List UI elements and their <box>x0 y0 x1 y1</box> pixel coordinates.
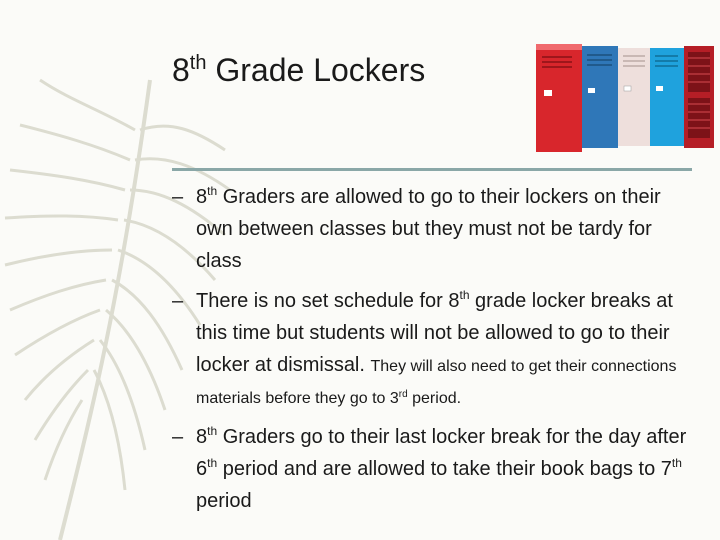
bullet-item: – There is no set schedule for 8th grade locker breaks at this time but students will not be allowed to go to their locker at dismissal. They will also need to get their connections materials before they go to 3rd period. <box>172 285 692 413</box>
locker-blue <box>582 46 618 148</box>
bullet-dash: – <box>172 290 184 312</box>
bullet-list <box>172 181 692 525</box>
slide-title: 8th Grade Lockers <box>172 52 426 88</box>
title-divider <box>172 168 692 171</box>
locker-pink <box>618 48 650 146</box>
locker-red <box>536 44 582 152</box>
bullet-dash: – <box>172 186 184 208</box>
bullet-item: – 8th Graders go to their last locker break for the day after 6th period and are allowed to take their book bags to 7th period <box>172 421 692 517</box>
locker-cyan <box>650 48 684 146</box>
bullet-item: – 8th Graders are allowed to go to their lockers on their own between classes but they must not be tardy for class <box>172 181 692 277</box>
lockers-image <box>532 40 718 154</box>
bullet-note: They will also need to get their connections materials before they go to 3rd period. <box>196 358 677 407</box>
bullet-dash: – <box>172 426 184 448</box>
